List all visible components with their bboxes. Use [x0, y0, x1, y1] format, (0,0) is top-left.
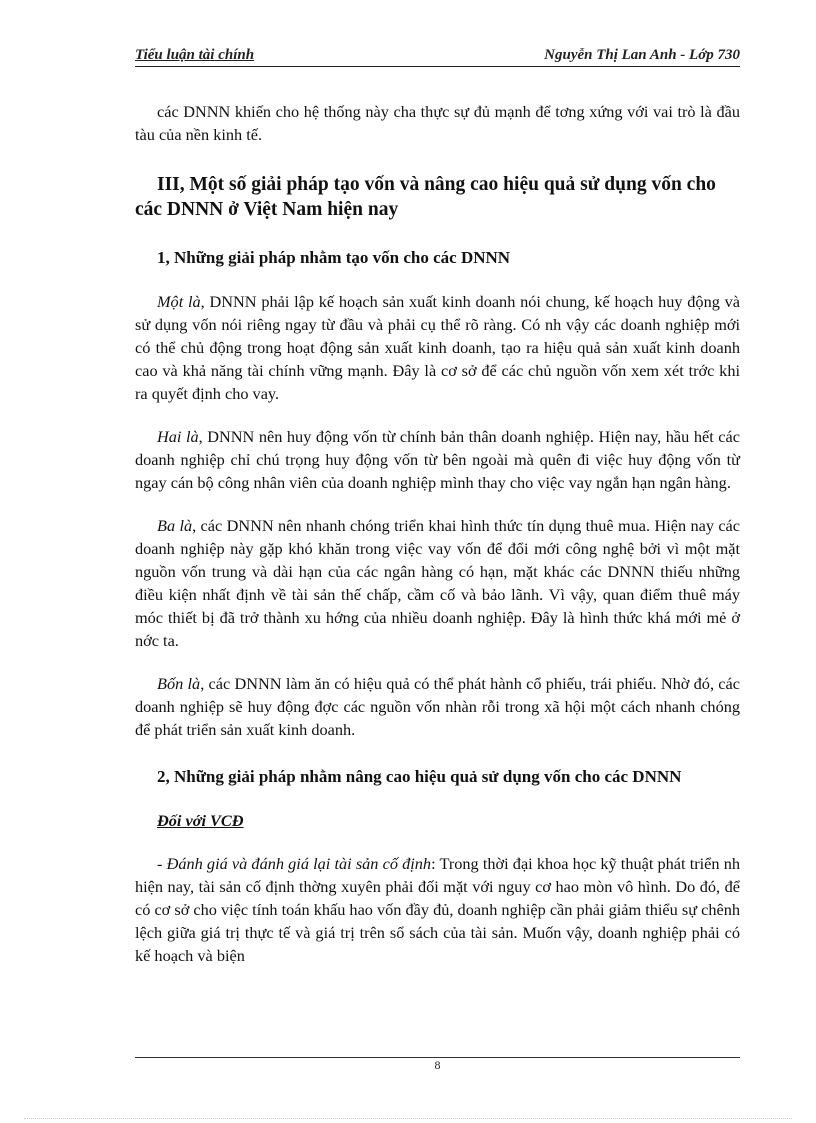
paragraph-1-lead: Một là	[157, 292, 201, 311]
section-heading: III, Một số giải pháp tạo vốn và nâng cao hiệu quả sử dụng vốn cho các DNNN ở Việt Nam hiện nay	[135, 174, 716, 220]
paragraph-2-lead: Hai là	[157, 427, 199, 446]
page-number: 8	[434, 1058, 441, 1072]
header-title: Tiểu luận tài chính	[135, 47, 255, 63]
subsection-heading-2: 2, Những giải pháp nhằm nâng cao hiệu quả sử dụng vốn cho các DNNN	[157, 767, 682, 786]
paragraph-2-text: , DNNN nên huy động vốn từ chính bản thân doanh nghiệp. Hiện nay, hầu hết các doanh nghiệp chỉ chú trọng huy động vốn từ bên ngoài mà quên đi việc huy động vốn từ ngay cán bộ công nhân viên của doanh nghiệp mình thay cho việc vay ngắn hạn ngân hàng.	[135, 427, 740, 492]
paragraph-5	[135, 852, 740, 967]
paragraph-4-text: , các DNNN làm ăn có hiệu quả có thể phát hành cổ phiếu, trái phiếu. Nhờ đó, các doanh nghiệp sẽ huy động đợc các nguồn vốn nhàn rỗi trong xã hội một cách nhanh chóng để phát triển sản xuất kinh doanh.	[135, 674, 740, 739]
paragraph-3-text: , các DNNN nên nhanh chóng triển khai hình thức tín dụng thuê mua. Hiện nay các doanh nghiệp này gặp khó khăn trong việc vay vốn để đổi mới công nghệ bởi vì một mặt nguồn vốn trung và dài hạn của các ngân hàng có hạn, mặt khác các DNNN thiếu những điều kiện nhất định về tài sản thế chấp, cầm cố và bảo lãnh. Vì vậy, quan điểm thuê máy móc thiết bị đã trở thành xu hớng của nhiều doanh nghiệp. Đây là hình thức khá mới mẻ ở nớc ta.	[135, 516, 740, 650]
vcd-heading-line	[135, 809, 740, 832]
header-author: Nguyễn Thị Lan Anh - Lớp 730	[544, 47, 740, 63]
paragraph-4-lead: Bốn là	[157, 674, 201, 693]
intro-paragraph: các DNNN khiến cho hệ thống này cha thực sự đủ mạnh để tơng xứng với vai trò là đầu tàu của nền kinh tế.	[135, 102, 740, 144]
paragraph-3-lead: Ba là	[157, 516, 193, 535]
page-edge-dotted-line	[24, 1118, 792, 1119]
vcd-heading: Đối với VCĐ	[157, 811, 244, 830]
paragraph-5-lead: - Đánh giá và đánh giá lại tài sản cố định	[157, 854, 432, 873]
subsection-heading-1: 1, Những giải pháp nhằm tạo vốn cho các DNNN	[157, 248, 511, 267]
paragraph-1-text: , DNNN phải lập kế hoạch sản xuất kinh doanh nói chung, kế hoạch huy động và sử dụng vốn nói riêng ngay từ đầu và phải cụ thể rõ ràng. Có nh vậy các doanh nghiệp mới có thể chủ động trong hoạt động sản xuất kinh doanh, tạo ra hiệu quả sản xuất kinh doanh cao và khả năng tài chính vững mạnh. Đây là cơ sở để các chủ nguồn vốn xem xét trớc khi ra quyết định cho vay.	[135, 292, 740, 403]
paragraph-5-text: : Trong thời đại khoa học kỹ thuật phát triển nh hiện nay, tài sản cố định thờng xuyên phải đối mặt với nguy cơ hao mòn vô hình. Do đó, để có cơ sở cho việc tính toán khấu hao vốn đầy đủ, doanh nghiệp cần phải giảm thiểu sự chênh lệch giữa giá trị thực tế và giá trị trên sổ sách của tài sản. Muốn vậy, doanh nghiệp phải có kế hoạch và biện	[135, 854, 740, 965]
paragraph-2	[135, 425, 740, 494]
paragraph-1	[135, 290, 740, 405]
running-header	[135, 46, 740, 67]
paragraph-3	[135, 514, 740, 652]
paragraph-4	[135, 672, 740, 741]
document-body	[135, 100, 740, 967]
